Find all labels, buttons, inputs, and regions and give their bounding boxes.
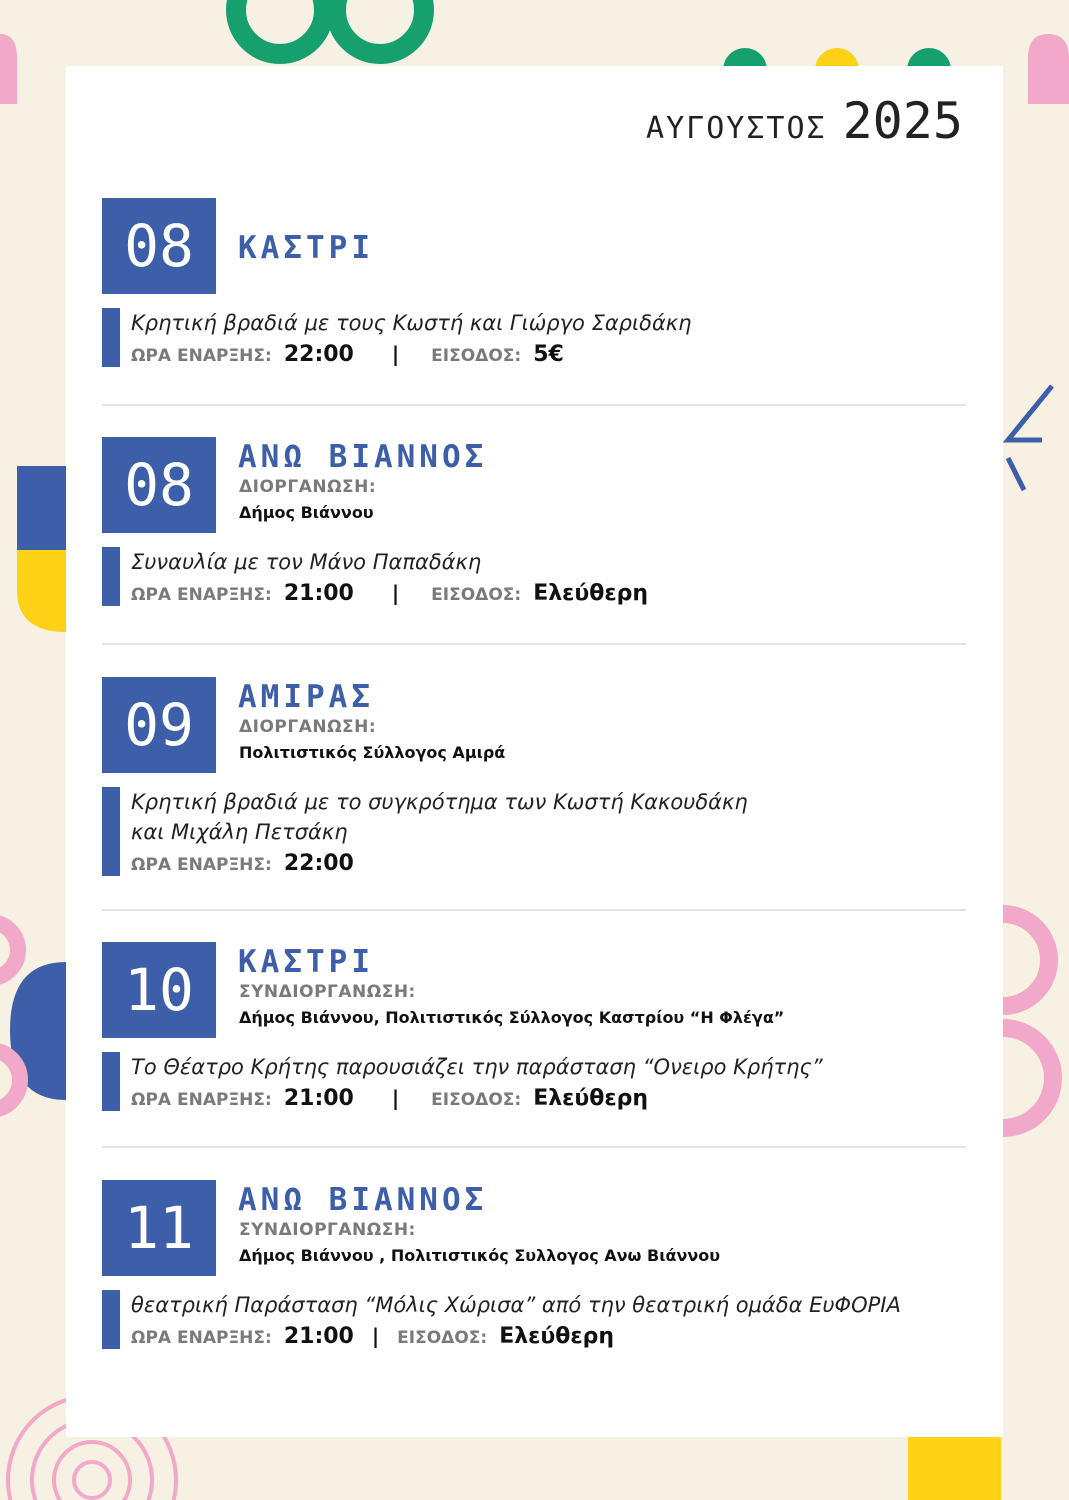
event-place: ΑΜΙΡΑΣ [238,679,374,715]
start-time-value: 22:00 [283,342,354,367]
organizer-name: Δήμος Βιάννου [239,503,374,522]
event-description: Το Θέατρο Κρήτης παρουσιάζει την παράσταση “Ονειρο Κρήτης” [131,1055,823,1079]
organizer-label: ΔΙΟΡΓΑΝΩΣΗ: [239,477,377,497]
event-description: θεατρική Παράσταση “Μόλις Χώρισα” από την θεατρική ομάδα ΕυΦΟΡΙΑ [131,1293,901,1317]
pink-spiral-decoration [54,1442,130,1500]
organizer-label: ΣΥΝΔΙΟΡΓΑΝΩΣΗ: [239,982,416,1002]
event-entry [102,198,966,378]
event-details [102,547,648,606]
event-place: ΚΑΣΤΡΙ [238,230,374,266]
event-date: 08 [102,437,216,533]
blue-chevron-decoration [1008,386,1052,440]
separator: | [391,581,400,605]
organizer-name: Πολιτιστικός Σύλλογος Αμιρά [239,743,506,762]
green-ring-decoration [336,0,424,54]
green-ring-decoration [236,0,324,54]
yellow-arch-decoration [908,1437,1001,1500]
entrance-label: ΕΙΣΟΔΟΣ: [431,1090,522,1110]
event-description: Συναυλία με τον Μάνο Παπαδάκη [131,550,482,574]
entrance-label: ΕΙΣΟΔΟΣ: [431,346,522,366]
divider [102,909,966,911]
event-date: 11 [102,1180,216,1276]
divider [102,1146,966,1148]
organizer-label: ΔΙΟΡΓΑΝΩΣΗ: [239,717,377,737]
pink-arch-decoration [1028,34,1069,104]
event-place: ΑΝΩ ΒΙΑΝΝΟΣ [238,1182,488,1218]
event-place: ΚΑΣΤΡΙ [238,944,374,980]
start-time-label: ΩΡΑ ΕΝΑΡΞΗΣ: [131,1328,272,1348]
event-meta [131,1086,823,1111]
separator: | [371,1324,380,1348]
start-time-label: ΩΡΑ ΕΝΑΡΞΗΣ: [131,585,272,605]
entrance-value: Ελεύθερη [533,1086,649,1111]
organizer-label: ΣΥΝΔΙΟΡΓΑΝΩΣΗ: [239,1220,416,1240]
entrance-value: 5€ [533,342,564,367]
yellow-half-circle-decoration [17,550,66,632]
start-time-label: ΩΡΑ ΕΝΑΡΞΗΣ: [131,346,272,366]
organizer-name: Δήμος Βιάννου, Πολιτιστικός Σύλλογος Καστρίου “Η Φλέγα” [239,1008,785,1027]
event-date: 08 [102,198,216,294]
event-meta [131,581,648,606]
event-entry [102,437,966,617]
event-date: 10 [102,942,216,1038]
event-description: Κρητική βραδιά με τους Κωστή και Γιώργο Σαριδάκη [131,311,692,335]
event-details [102,308,692,367]
event-meta [131,342,692,367]
event-place: ΑΝΩ ΒΙΑΝΝΟΣ [238,439,488,475]
year-title: 2025 [842,92,963,150]
event-description: και Μιχάλη Πετσάκη [131,820,348,844]
divider [102,404,966,406]
blue-half-circle-decoration [17,466,66,550]
event-details [102,1290,901,1349]
event-entry [102,1180,966,1360]
pink-ring-decoration [0,1050,20,1110]
page-header [646,92,963,150]
blue-line-decoration [1008,458,1024,490]
entrance-value: Ελεύθερη [499,1324,615,1349]
separator: | [391,1086,400,1110]
entrance-label: ΕΙΣΟΔΟΣ: [431,585,522,605]
event-entry [102,677,966,887]
start-time-value: 21:00 [283,1324,354,1349]
start-time-value: 21:00 [283,1086,354,1111]
start-time-value: 21:00 [283,581,354,606]
organizer-name: Δήμος Βιάννου , Πολιτιστικός Συλλογος Ανω Βιάννου [239,1246,721,1265]
event-description: Κρητική βραδιά με το συγκρότημα των Κωστή Κακουδάκη [131,790,748,814]
pink-ring-decoration [0,922,18,978]
start-time-value: 22:00 [283,851,354,876]
separator: | [391,342,400,366]
pink-arch-decoration [0,34,17,104]
start-time-label: ΩΡΑ ΕΝΑΡΞΗΣ: [131,855,272,875]
pink-spiral-decoration [74,1462,110,1498]
start-time-label: ΩΡΑ ΕΝΑΡΞΗΣ: [131,1090,272,1110]
entrance-label: ΕΙΣΟΔΟΣ: [397,1328,488,1348]
event-meta [131,1324,901,1349]
month-title: ΑΥΓΟΥΣΤΟΣ [646,111,827,146]
schedule-page [66,66,1003,1437]
event-details [102,1052,823,1111]
event-date: 09 [102,677,216,773]
event-meta [131,851,748,876]
divider [102,643,966,645]
event-entry [102,942,966,1122]
event-details [102,787,748,876]
entrance-value: Ελεύθερη [533,581,649,606]
